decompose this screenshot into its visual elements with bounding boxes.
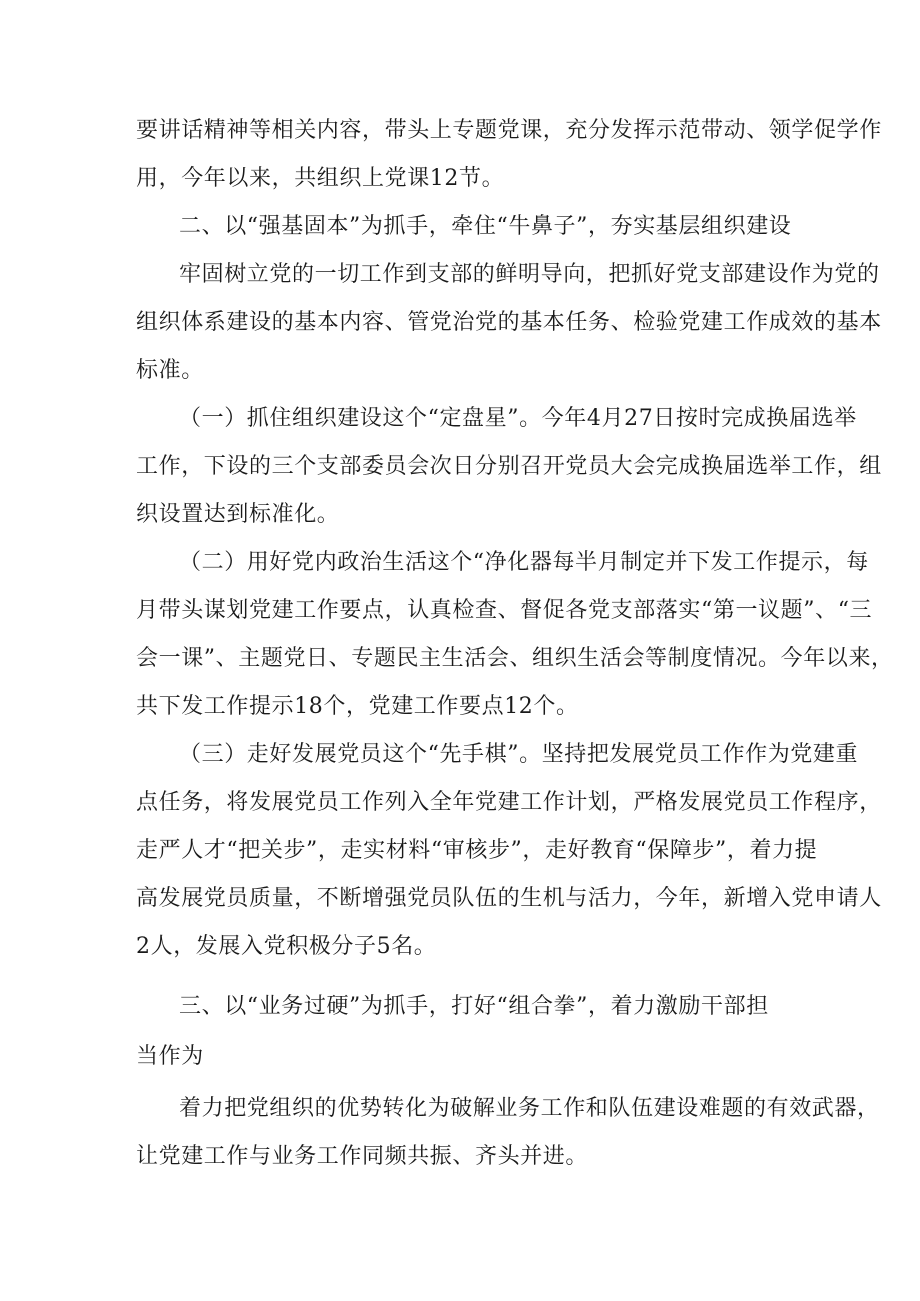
paragraph-line: 共下发工作提示18个，党建工作要点12个。 (136, 694, 579, 719)
paragraph-line: 着力把党组织的优势转化为破解业务工作和队伍建设难题的有效武器， (179, 1096, 880, 1121)
paragraph-line: 标准。 (136, 358, 204, 383)
paragraph-line: 走严人才“把关步”，走实材料“审核步”，走好教育“保障步”，着力提 (136, 838, 818, 863)
paragraph-line: 组织体系建设的基本内容、管党治党的基本任务、检验党建工作成效的基本 (136, 310, 882, 335)
paragraph-line: 牢固树立党的一切工作到支部的鲜明导向，把抓好党支部建设作为党的 (179, 262, 880, 287)
paragraph-line: 要讲话精神等相关内容，带头上专题党课，充分发挥示范带动、领学促学作 (136, 118, 882, 143)
paragraph-line: 2人，发展入党积极分子5名。 (136, 934, 437, 959)
paragraph-line: 工作，下设的三个支部委员会次日分别召开党员大会完成换届选举工作，组 (136, 454, 882, 479)
section-heading-3: 三、以“业务过硬”为抓手，打好“组合拳”，着力激励干部担 (179, 994, 769, 1019)
section-heading-2: 二、以“强基固本”为抓手，牵住“牛鼻子”，夯实基层组织建设 (179, 214, 792, 239)
paragraph-line: 会一课”、主题党日、专题民主生活会、组织生活会等制度情况。今年以来， (136, 646, 894, 671)
paragraph-line: 高发展党员质量，不断增强党员队伍的生机与活力，今年，新增入党申请人 (136, 886, 882, 911)
paragraph-line: 让党建工作与业务工作同频共振、齐头并进。 (136, 1144, 589, 1169)
paragraph-line: （三）走好发展党员这个“先手棋”。坚持把发展党员工作作为党建重 (179, 742, 859, 767)
paragraph-line: 月带头谋划党建工作要点，认真检查、督促各党支部落实“第一议题”、“三 (136, 598, 873, 623)
paragraph-line: （二）用好党内政治生活这个“净化器每半月制定并下发工作提示，每 (179, 550, 869, 575)
paragraph-line: 点任务，将发展党员工作列入全年党建工作计划，严格发展党员工作程序， (136, 790, 882, 815)
paragraph-line: （一）抓住组织建设这个“定盘星”。今年4月27日按时完成换届选举 (179, 406, 857, 431)
section-heading-3-continued: 当作为 (136, 1044, 204, 1069)
paragraph-line: 用，今年以来，共组织上党课12节。 (136, 166, 505, 191)
paragraph-line: 织设置达到标准化。 (136, 502, 340, 527)
